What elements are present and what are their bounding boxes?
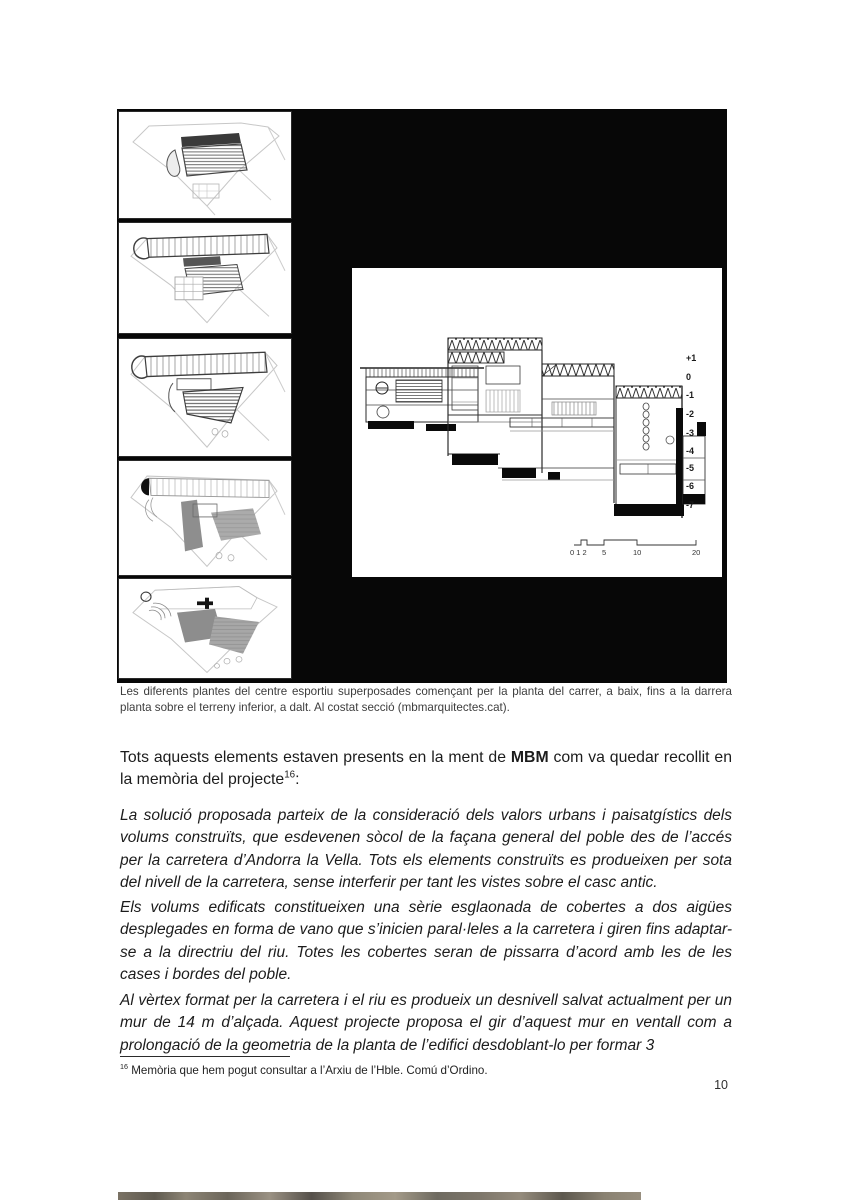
page-number: 10 bbox=[714, 1078, 728, 1092]
quote-paragraph-2: Els volums edificats constitueixen una sèrie esglaonada de cobertes a dos aigües desplegades en forma de vano que s’inicien paral·leles a la carretera i giren fins adaptar-se a la directriu del riu. Totes les cobertes seran de pissarra d’acord amb les de les cases i bordes del poble. bbox=[120, 898, 732, 983]
intro-paragraph bbox=[120, 747, 732, 791]
plan-drawing-3 bbox=[119, 339, 291, 456]
plan-drawing-4 bbox=[119, 461, 291, 575]
quote-paragraph-3: Al vèrtex format per la carretera i el riu es produeix un desnivell salvat actualment per un mur de 14 m d’alçada. Aquest projecte proposa el gir d’aquest mur en ventall com a prolongació de la geometria de la planta de l’edifici desdoblant-lo per formar 3 bbox=[120, 991, 732, 1054]
section-level-label: -4 bbox=[686, 446, 695, 456]
footnote-reference: 16 bbox=[284, 769, 296, 781]
scale-label: 10 bbox=[633, 548, 642, 557]
section-panel bbox=[352, 268, 722, 577]
section-level-label: 0 bbox=[686, 372, 692, 382]
section-level-label: -3 bbox=[686, 428, 695, 438]
mbm-bold: MBM bbox=[510, 748, 549, 766]
scale-label: 0 1 2 bbox=[570, 548, 587, 557]
plan-panel-4 bbox=[119, 461, 291, 575]
plan-panel-1 bbox=[119, 112, 291, 218]
intro-text-tail: : bbox=[295, 770, 300, 788]
footnote-divider bbox=[120, 1056, 290, 1057]
scale-label: 5 bbox=[602, 548, 607, 557]
section-level-label: -6 bbox=[686, 481, 695, 491]
section-drawing bbox=[352, 268, 722, 577]
footnote-marker: 16 bbox=[120, 1062, 128, 1072]
footnote-body: Memòria que hem pogut consultar a l’Arxiu de l’Hble. Comú d’Ordino. bbox=[128, 1064, 488, 1077]
plan-drawing-5 bbox=[119, 579, 291, 678]
figure-caption: Les diferents plantes del centre esportiu superposades començant per la planta del carrer, a baix, fins a la darrera planta sobre el terreny inferior, a dalt. Al costat secció (mbmarquitectes.cat). bbox=[120, 685, 732, 715]
footnote-text bbox=[120, 1063, 732, 1078]
intro-text-post: com va quedar recollit en la memòria del projecte bbox=[120, 748, 732, 788]
section-level-label: -2 bbox=[686, 409, 695, 419]
plan-drawing-2 bbox=[119, 223, 291, 333]
next-page-image-strip bbox=[118, 1192, 641, 1200]
section-level-label: -5 bbox=[686, 463, 695, 473]
section-level-label: +1 bbox=[686, 353, 697, 363]
plan-panel-2 bbox=[119, 223, 291, 333]
intro-text-pre: Tots aquests elements estaven presents en la ment de bbox=[120, 748, 511, 766]
figure-image bbox=[117, 109, 727, 683]
section-level-label: -1 bbox=[686, 390, 695, 400]
quote-paragraph-1: La solució proposada parteix de la consideració dels valors urbans i paisatgístics dels volums construïts, que esdevenen sòcol de la façana general del poble des de l’accés per la carretera d’Andorra la Vella. Tots els elements construïts es produeixen per sota del nivell de la carretera, sense interferir per tant les vistes sobre el casc antic. bbox=[120, 806, 732, 891]
plan-panel-3 bbox=[119, 339, 291, 456]
section-level-label: -7 bbox=[686, 500, 695, 510]
scale-label: 20 bbox=[692, 548, 701, 557]
plan-drawing-1 bbox=[119, 112, 291, 218]
plan-panel-5 bbox=[119, 579, 291, 678]
